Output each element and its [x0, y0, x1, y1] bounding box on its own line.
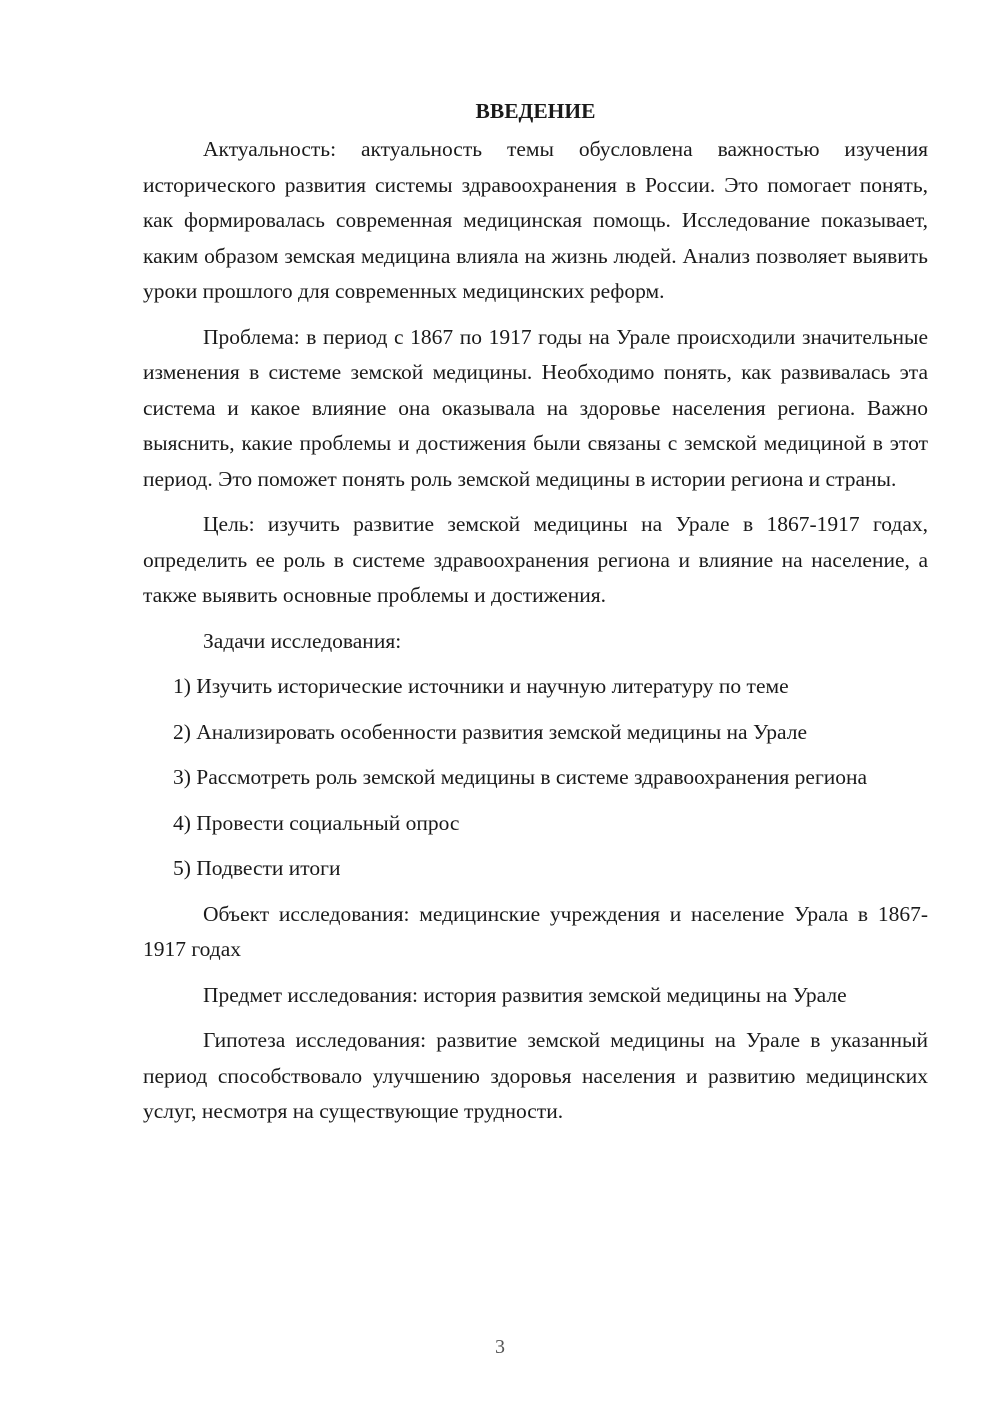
task-item-4: 4) Провести социальный опрос [173, 810, 460, 835]
paragraph-object: Объект исследования: медицинские учреждения и население Урала в 1867-1917 годах [143, 901, 928, 961]
page-number: 3 [495, 1336, 505, 1358]
document-page [143, 96, 928, 1140]
paragraph-goal: Цель: изучить развитие земской медицины на Урале в 1867-1917 годах, определить ее роль в системе здравоохранения региона и влияние на население, а также выявить основные проблемы и достижения. [143, 512, 928, 607]
task-item-5: 5) Подвести итоги [173, 856, 341, 880]
paragraph-hypothesis: Гипотеза исследования: развитие земской медицины на Урале в указанный период способствовало улучшению здоровья населения и развитию медицинских услуг, несмотря на существующие трудности. [143, 1028, 928, 1123]
task-item-2: 2) Анализировать особенности развития земской медицины на Урале [173, 719, 808, 744]
paragraph-relevance: Актуальность: актуальность темы обусловлена важностью изучения исторического развития системы здравоохранения в России. Это помогает понять, как формировалась современная медицинская помощь. Исследование показывает, каким образом земская медицина влияла на жизнь людей. Анализ позволяет выявить уроки прошлого для современных медицинских реформ. [143, 137, 928, 303]
paragraph-problem: Проблема: в период с 1867 по 1917 годы на Урале происходили значительные изменения в системе земской медицины. Необходимо понять, как развивалась эта система и какое влияние она оказывала на здоровье населения региона. Важно выяснить, какие проблемы и достижения были связаны с земской медициной в этот период. Это поможет понять роль земской медицины в истории региона и страны. [143, 324, 928, 491]
paragraph-subject: Предмет исследования: история развития земской медицины на Урале [203, 982, 847, 1007]
section-heading: ВВЕДЕНИЕ [475, 99, 596, 123]
task-item-1: 1) Изучить исторические источники и научную литературу по теме [173, 674, 789, 698]
task-item-3: 3) Рассмотреть роль земской медицины в системе здравоохранения региона [173, 765, 868, 789]
paragraph-tasks-intro: Задачи исследования: [203, 628, 402, 653]
